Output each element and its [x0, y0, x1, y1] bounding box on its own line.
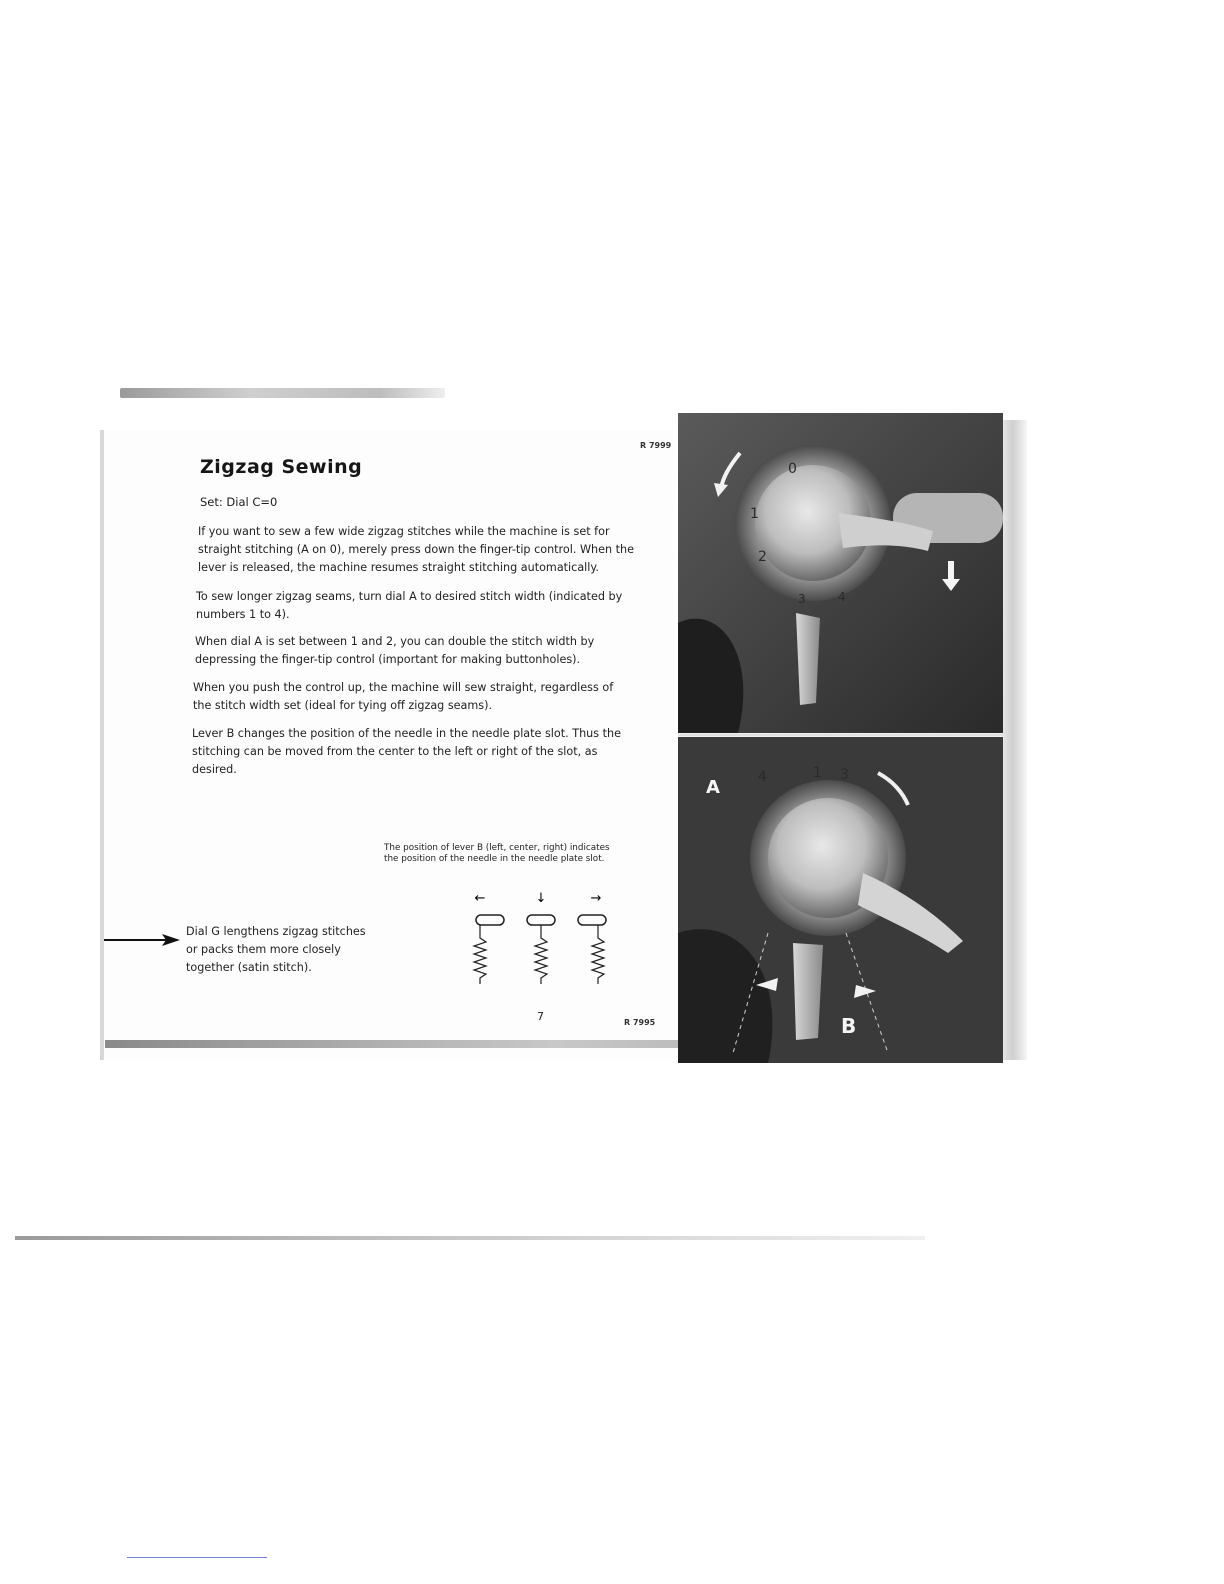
scan-streak-top	[120, 388, 445, 398]
paragraph-5: Lever B changes the position of the needle in the needle plate slot. Thus the stitching can be moved from the center to the left or right of the slot, as desired.	[192, 727, 622, 776]
page-title: Zigzag Sewing	[200, 456, 363, 478]
arrow-right-icon: →	[590, 891, 602, 906]
scan-streak-lower	[15, 1236, 925, 1240]
dial-number-1-b: 1	[813, 765, 822, 781]
footnote-rule	[127, 1557, 267, 1558]
dial-g-note: Dial G lengthens zigzag stitches or packs them more closely together (satin stitch).	[186, 925, 366, 974]
arrow-left-icon: ←	[474, 891, 486, 906]
photo-bottom	[678, 737, 1003, 1063]
lever-caption: The position of lever B (left, center, right) indicates the position of the needle in the needle plate slot.	[384, 843, 610, 864]
dial-number-2: 2	[758, 549, 767, 565]
paragraph-2: To sew longer zigzag seams, turn dial A to desired stitch width (indicated by numbers 1 to 4).	[196, 590, 623, 621]
dial-number-3-b: 3	[840, 767, 849, 783]
page-number: 7	[537, 1010, 544, 1023]
paragraph-3: When dial A is set between 1 and 2, you can double the stitch width by depressing the finger-tip control (important for making buttonholes).	[195, 635, 595, 666]
dial-number-0: 0	[788, 461, 797, 477]
press-down-arrow-icon	[948, 561, 954, 581]
needle-left	[474, 891, 504, 984]
dial-number-4-b: 4	[758, 769, 767, 785]
photo-code-bottom: R 7995	[624, 1018, 656, 1027]
needle-center	[527, 891, 555, 984]
label-dial-a: A	[706, 777, 720, 798]
needle-position-diagram	[466, 888, 616, 998]
pointer-arrow-icon	[104, 930, 180, 950]
settings-line: Set: Dial C=0	[200, 495, 278, 509]
paragraph-4: When you push the control up, the machine will sew straight, regardless of the stitch width set (ideal for tying off zigzag seams).	[193, 681, 614, 712]
dial-number-1: 1	[750, 506, 759, 522]
photo-top	[678, 413, 1003, 733]
dial-number-3: 3	[798, 592, 806, 606]
paragraph-1: If you want to sew a few wide zigzag stitches while the machine is set for straight stitching (A on 0), merely press down the finger-tip control. When the lever is released, the machine resumes straight stitching automatically.	[198, 525, 635, 574]
page-edge	[1003, 420, 1027, 1060]
machine-photo	[678, 413, 1003, 1063]
arrow-down-icon: ↓	[535, 891, 547, 906]
dial-number-4: 4	[838, 590, 846, 604]
needle-right	[578, 891, 606, 984]
label-lever-b: B	[841, 1014, 857, 1038]
photo-code-top: R 7999	[640, 441, 672, 450]
